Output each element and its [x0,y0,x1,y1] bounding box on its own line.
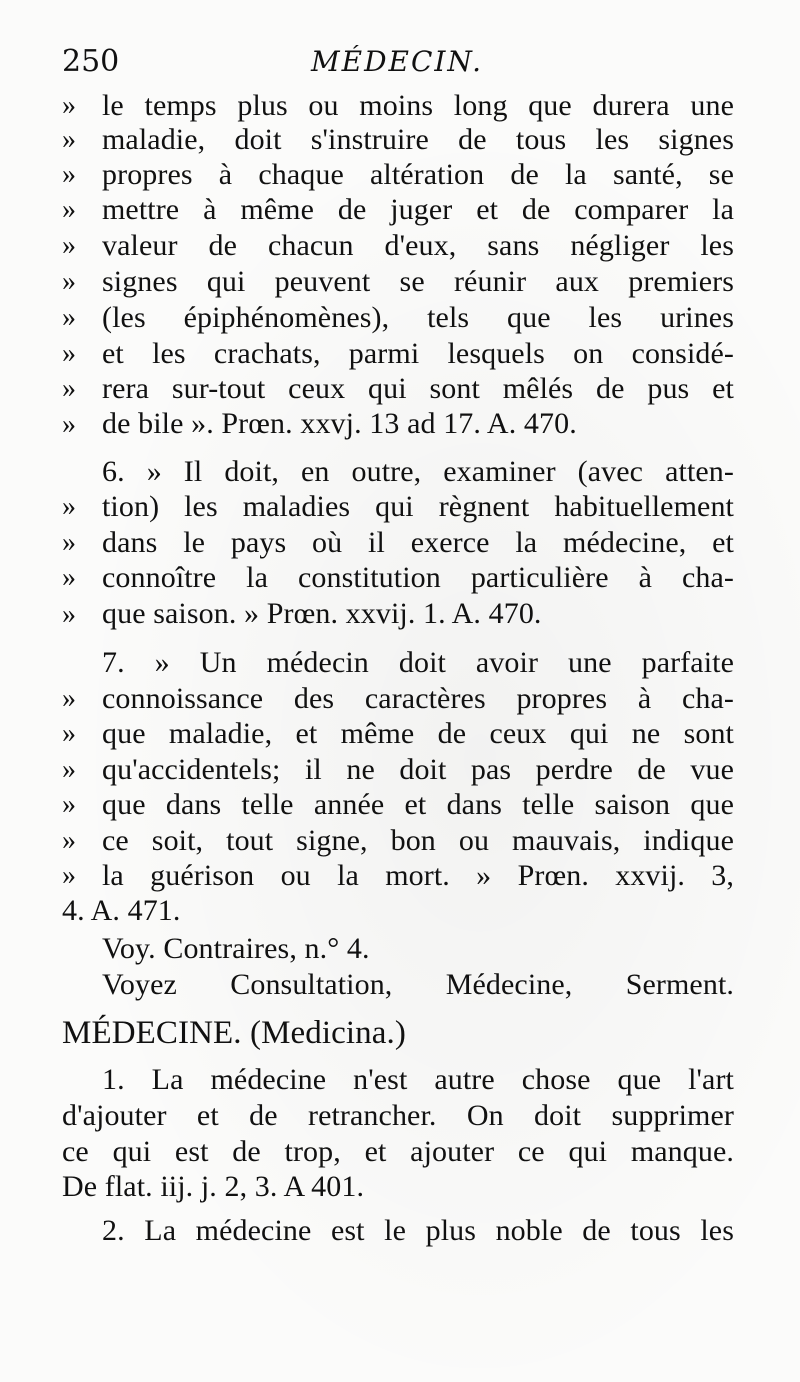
text-line [62,823,734,859]
text-line [62,336,734,372]
quote-mark: » [62,230,76,261]
text-line [62,371,734,407]
text-line [62,858,734,894]
line-text: et les crachats, parmi lesquels on considé- [102,337,734,370]
quote-mark: » [62,194,76,225]
line-text: de bile ». Prœn. xxvj. 13 ad 17. A. 470. [102,407,577,440]
line-text: d'ajouter et de retrancher. On doit supprimer [62,1099,734,1132]
line-text: ce qui est de trop, et ajouter ce qui manque. [62,1135,734,1168]
text-line [102,454,734,490]
line-text: Voyez Consultation, Médecine, Serment. [102,968,734,1001]
line-text: 2. La médecine est le plus noble de tous les [102,1214,734,1247]
text-line [62,122,734,158]
line-text: qu'accidentels; il ne doit pas perdre de vue [102,753,734,786]
line-text: connoître la constitution particulière à cha- [102,561,734,594]
quote-mark: » [62,159,76,190]
text-line [62,752,734,788]
text-line [62,1098,734,1134]
line-text: la guérison ou la mort. » Prœn. xxvij. 3, [102,859,734,892]
line-text: le temps plus ou moins long que durera une [102,89,734,122]
line-text: tion) les maladies qui règnent habituellement [102,490,734,523]
text-line [62,300,734,336]
quote-mark: » [62,90,76,121]
text-line [102,967,734,1003]
text-line [62,157,734,193]
quote-mark: » [62,124,76,155]
line-text: ce soit, tout signe, bon ou mauvais, indique [102,824,734,857]
quote-mark: » [62,562,76,593]
text-line [62,406,734,442]
text-line [62,192,734,228]
text-line [62,228,734,264]
line-text: Voy. Contraires, n.° 4. [102,932,370,965]
line-text: (les épiphénomènes), tels que les urines [102,301,734,334]
line-text: signes qui peuvent se réunir aux premiers [102,265,734,298]
quote-mark: » [62,338,76,369]
text-line [62,560,734,596]
text-line [62,596,734,632]
line-text: 7. » Un médecin doit avoir une parfaite [102,646,734,679]
text-line [62,1134,734,1170]
quote-mark: » [62,373,76,404]
line-text: De flat. iij. j. 2, 3. A 401. [62,1170,365,1203]
line-text: 6. » Il doit, en outre, examiner (avec atten- [102,455,734,488]
line-text: maladie, doit s'instruire de tous les signes [102,123,734,156]
quote-mark: » [62,718,76,749]
text-line [102,1062,734,1098]
line-text: propres à chaque altération de la santé, se [102,158,734,191]
text-line [102,1213,734,1249]
quote-mark: » [62,789,76,820]
line-text: dans le pays où il exerce la médecine, et [102,526,734,559]
line-text: valeur de chacun d'eux, sans négliger les [102,229,734,262]
quote-mark: » [62,860,76,891]
line-text: rera sur-tout ceux qui sont mêlés de pus et [102,372,734,405]
line-text: 4. A. 471. [62,894,181,927]
text-line [62,1169,734,1205]
text-line [62,489,734,525]
line-text: que saison. » Prœn. xxvij. 1. A. 470. [102,597,542,630]
line-text: que maladie, et même de ceux qui ne sont [102,717,734,750]
text-line [62,88,734,124]
text-line [102,645,734,681]
quote-mark: » [62,266,76,297]
text-line [62,681,734,717]
quote-mark: » [62,754,76,785]
text-line [102,931,734,967]
text-line [62,893,734,929]
page-header [62,42,732,82]
text-line [62,787,734,823]
quote-mark: » [62,527,76,558]
quote-mark: » [62,491,76,522]
line-text: MÉDECINE. (Medicina.) [62,1015,406,1051]
running-head: MÉDECIN. [310,45,484,78]
quote-mark: » [62,302,76,333]
quote-mark: » [62,825,76,856]
entry-heading [62,1015,734,1051]
text-line [62,264,734,300]
page-number: 250 [62,44,120,79]
line-text: que dans telle année et dans telle saison que [102,788,734,821]
quote-mark: » [62,409,76,440]
text-line [62,525,734,561]
text-line [62,716,734,752]
line-text: connoissance des caractères propres à cha- [102,682,734,715]
line-text: mettre à même de juger et de comparer la [102,193,734,226]
quote-mark: » [62,683,76,714]
line-text: 1. La médecine n'est autre chose que l'art [102,1063,734,1096]
quote-mark: » [62,599,76,630]
